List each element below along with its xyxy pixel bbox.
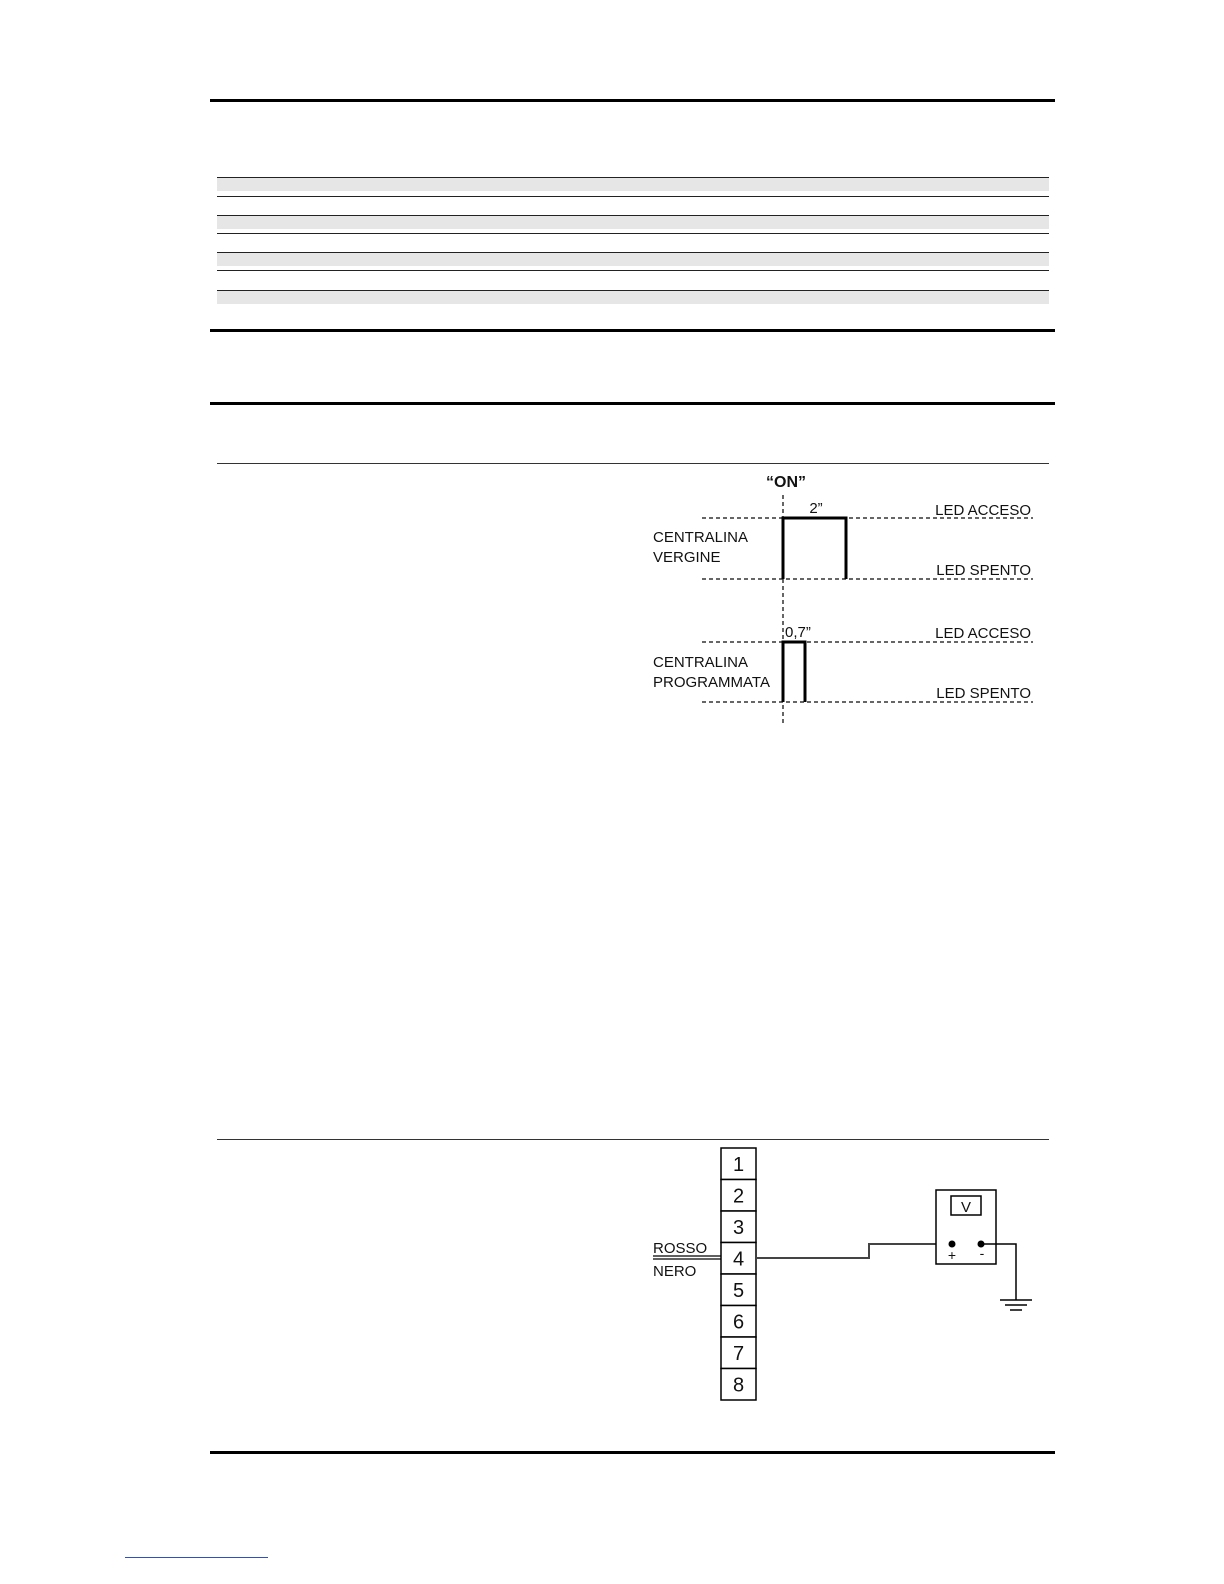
connector-pin-number: 7 bbox=[732, 1343, 745, 1365]
programmata-label: PROGRAMMATA bbox=[653, 674, 770, 691]
pulse-duration-programmata: 0,7” bbox=[785, 624, 811, 641]
ground-icon bbox=[1000, 1300, 1032, 1310]
led-spento-label-2: LED SPENTO bbox=[936, 685, 1031, 702]
rosso-label: ROSSO bbox=[653, 1240, 708, 1257]
nero-label: NERO bbox=[653, 1263, 697, 1280]
minus-label: - bbox=[979, 1245, 985, 1261]
centralina-label-2: CENTRALINA bbox=[653, 654, 749, 671]
plus-label: + bbox=[947, 1247, 957, 1263]
led-acceso-label-1: LED ACCESO bbox=[935, 502, 1031, 519]
connector-pin-number: 1 bbox=[732, 1154, 745, 1176]
connector-pin-number: 5 bbox=[732, 1280, 745, 1302]
led-spento-label-1: LED SPENTO bbox=[936, 562, 1031, 579]
connector-pin-number: 6 bbox=[732, 1311, 745, 1334]
probe-wire-positive bbox=[756, 1244, 952, 1258]
led-acceso-label-2: LED ACCESO bbox=[935, 625, 1031, 642]
bottom-rule bbox=[210, 1451, 1055, 1454]
connector-pin-number: 3 bbox=[732, 1217, 745, 1239]
connector-pin-number: 2 bbox=[732, 1185, 745, 1208]
pulse-duration-vergine: 2” bbox=[809, 500, 823, 517]
centralina-label-1: CENTRALINA bbox=[653, 529, 749, 546]
connector-pin-number: 8 bbox=[732, 1374, 745, 1397]
connector-pin-number: 4 bbox=[732, 1248, 745, 1271]
voltmeter-label: V bbox=[960, 1199, 972, 1216]
vergine-label: VERGINE bbox=[653, 549, 721, 566]
on-label: “ON” bbox=[766, 474, 806, 491]
footer-link-underline bbox=[125, 1557, 268, 1558]
